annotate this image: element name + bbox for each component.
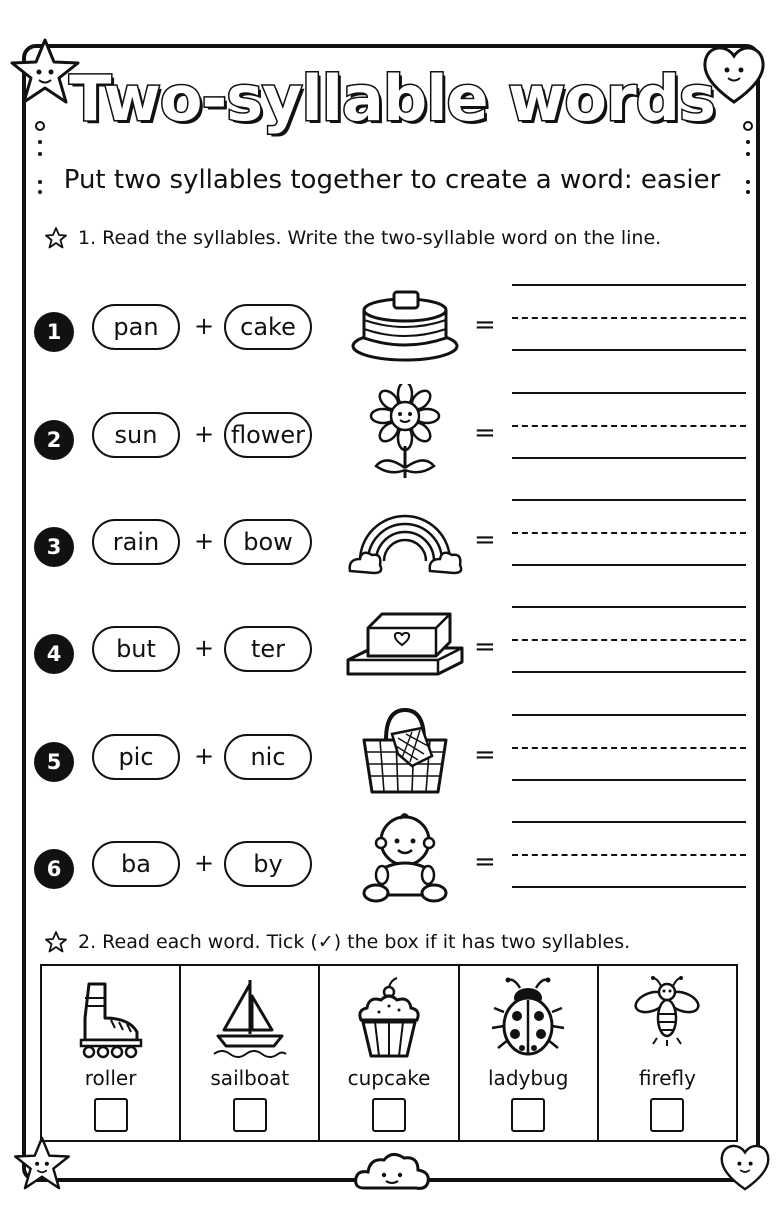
equals-sign: =: [474, 847, 496, 877]
word-label: cupcake: [347, 1066, 431, 1090]
equals-sign: =: [474, 525, 496, 555]
plus-sign: +: [194, 527, 215, 555]
part2-instruction: 2. Read each word. Tick (✓) the box if it has two syllables.: [78, 931, 631, 953]
answer-line[interactable]: [512, 284, 746, 354]
syllable-1: but: [92, 626, 180, 672]
tick-checkbox[interactable]: [94, 1098, 128, 1132]
syllable-2: cake: [224, 304, 312, 350]
item-number: 6: [34, 849, 74, 889]
equals-sign: =: [474, 418, 496, 448]
picnic-basket-icon: [346, 706, 464, 802]
word-row-6: [34, 835, 754, 915]
part1-instruction-row: [44, 226, 661, 250]
syllable-2: by: [224, 841, 312, 887]
plus-sign: +: [194, 420, 215, 448]
word-cell: [460, 966, 599, 1140]
word-label: firefly: [638, 1066, 696, 1090]
sunflower-icon: [346, 384, 464, 480]
answer-line[interactable]: [512, 499, 746, 569]
word-cell: [42, 966, 181, 1140]
answer-line[interactable]: [512, 392, 746, 462]
roller-skate-icon: [71, 974, 151, 1060]
tick-checkbox[interactable]: [650, 1098, 684, 1132]
subtitle: Put two syllables together to create a word: easier: [63, 165, 721, 195]
plus-sign: +: [194, 312, 215, 340]
part1-instruction: 1. Read the syllables. Write the two-syllable word on the line.: [78, 227, 662, 249]
syllable-check-table: [40, 964, 738, 1142]
plus-sign: +: [194, 849, 215, 877]
syllable-1: sun: [92, 412, 180, 458]
tick-checkbox[interactable]: [511, 1098, 545, 1132]
word-label: ladybug: [488, 1066, 569, 1090]
plus-sign: +: [194, 634, 215, 662]
syllable-1: ba: [92, 841, 180, 887]
cupcake-icon: [349, 974, 429, 1060]
answer-line[interactable]: [512, 714, 746, 784]
word-row-3: [34, 513, 754, 593]
syllable-1: pic: [92, 734, 180, 780]
syllable-2: bow: [224, 519, 312, 565]
item-number: 4: [34, 634, 74, 674]
baby-icon: [346, 807, 464, 907]
word-cell: [320, 966, 459, 1140]
word-label: roller: [84, 1066, 137, 1090]
equals-sign: =: [474, 310, 496, 340]
rainbow-icon: [346, 491, 464, 587]
answer-line[interactable]: [512, 821, 746, 891]
sailboat-icon: [210, 974, 290, 1060]
word-label: sailboat: [210, 1066, 290, 1090]
syllable-2: flower: [224, 412, 312, 458]
equals-sign: =: [474, 632, 496, 662]
syllable-1: pan: [92, 304, 180, 350]
word-cell: [599, 966, 736, 1140]
part2-instruction-row: [44, 930, 630, 954]
word-row-4: [34, 620, 754, 700]
item-number: 2: [34, 420, 74, 460]
answer-line[interactable]: [512, 606, 746, 676]
word-row-1: [34, 298, 754, 378]
word-cell: [181, 966, 320, 1140]
heart-face-icon: [716, 1138, 774, 1194]
butter-icon: [346, 598, 464, 694]
item-number: 3: [34, 527, 74, 567]
page-title: Two-syllable words: [69, 62, 715, 135]
tick-checkbox[interactable]: [233, 1098, 267, 1132]
item-number: 1: [34, 312, 74, 352]
ladybug-icon: [488, 974, 568, 1060]
firefly-icon: [627, 974, 707, 1060]
star-outline-icon: [44, 226, 68, 250]
star-outline-icon: [44, 930, 68, 954]
tick-checkbox[interactable]: [372, 1098, 406, 1132]
syllable-1: rain: [92, 519, 180, 565]
plus-sign: +: [194, 742, 215, 770]
syllable-2: ter: [224, 626, 312, 672]
cloud-face-icon: [352, 1148, 432, 1194]
word-row-2: [34, 406, 754, 486]
equals-sign: =: [474, 740, 496, 770]
syllable-2: nic: [224, 734, 312, 780]
pancake-icon: [346, 276, 464, 372]
word-row-5: [34, 728, 754, 808]
star-face-icon: [12, 1134, 72, 1192]
item-number: 5: [34, 742, 74, 782]
